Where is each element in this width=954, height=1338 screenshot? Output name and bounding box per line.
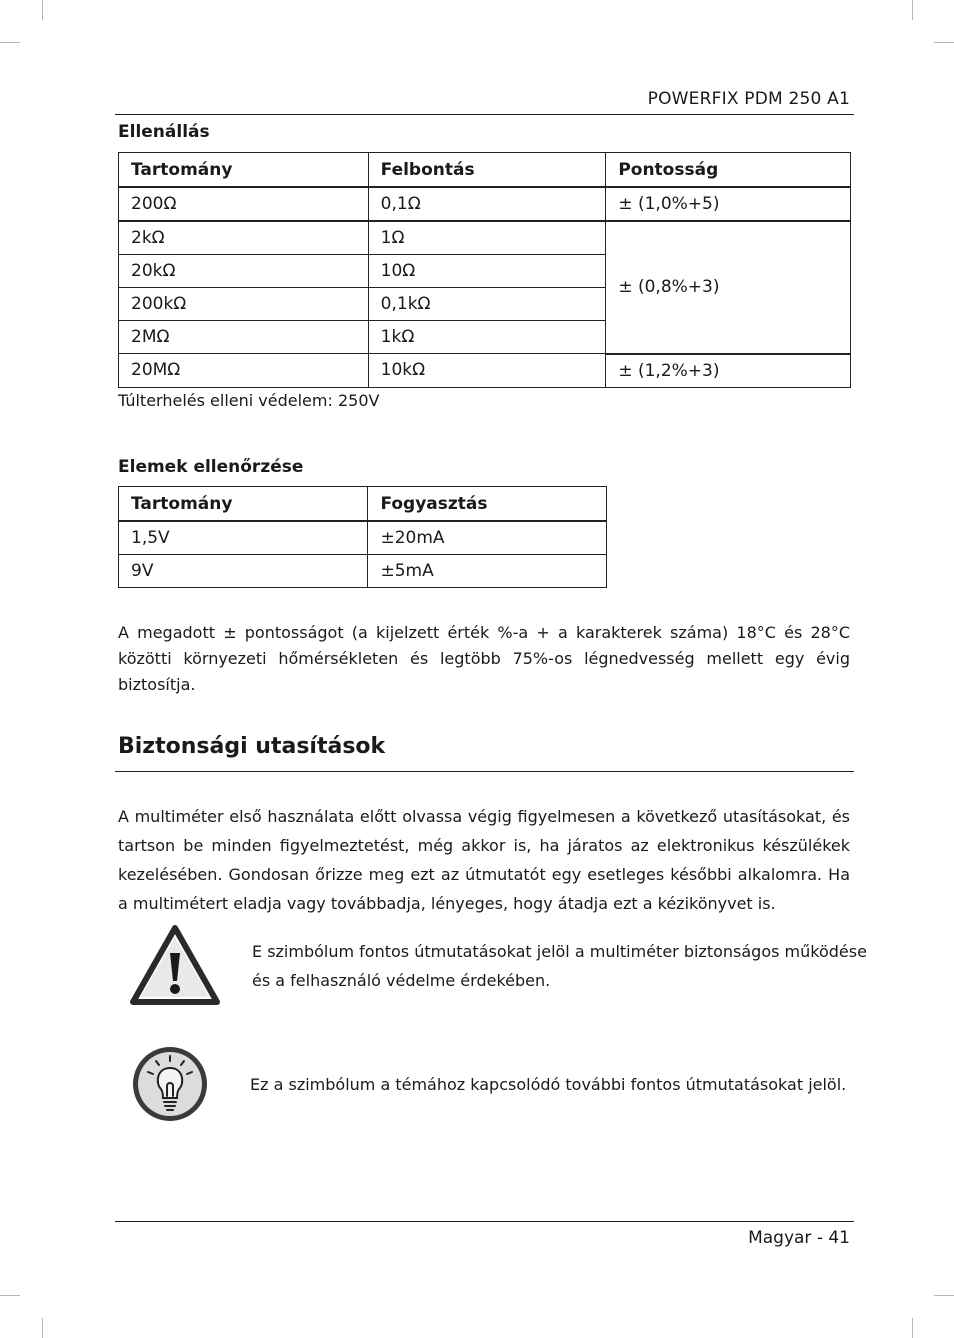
- battery-test-table: [118, 486, 607, 588]
- warning-text-line2: és a felhasználó védelme érdekében.: [252, 971, 551, 990]
- table-cell: ± (0,8%+3): [606, 221, 851, 354]
- safety-heading-rule: [115, 771, 854, 772]
- safety-intro-text: A multiméter első használata előtt olvassa végig figyelmesen a következő utasításokat, és tartson be minden figyelmeztetést, még akkor is, ha járatos az elektronikus készülékek kezelésében. Gondosan őrizze meg ezt az útmutatót egy esetleges későbbi alkalomra. Ha a multimétert eladja vagy továbbadja, lényeges, hogy átadja ezt a kézikönyvet is.: [118, 807, 850, 913]
- table-cell: ±20mA: [368, 521, 607, 555]
- crop-mark: [912, 0, 913, 20]
- crop-mark: [42, 1318, 43, 1338]
- table-cell: 9V: [119, 555, 368, 588]
- header-title: POWERFIX PDM 250 A1: [647, 89, 850, 109]
- table-row: [119, 187, 851, 221]
- table-cell: ± (1,0%+5): [606, 187, 851, 221]
- accuracy-note-text: A megadott ± pontosságot (a kijelzett érték %-a + a karakterek száma) 18°C és 28°C közötti környezeti hőmérsékleten és legtöbb 75%-os légnedvesség mellett egy évig biztosítja.: [118, 623, 850, 694]
- tip-text: Ez a szimbólum a témához kapcsolódó további fontos útmutatásokat jelöl.: [250, 1075, 847, 1094]
- footer-rule: [115, 1221, 854, 1222]
- column-header: Fogyasztás: [368, 487, 607, 522]
- table-cell: 1Ω: [368, 221, 606, 255]
- column-header: Felbontás: [368, 153, 606, 188]
- table-row: [119, 354, 851, 388]
- crop-mark: [934, 1295, 954, 1296]
- table-cell: 20kΩ: [119, 255, 369, 288]
- battery-test-label: Elemek ellenőrzése: [118, 457, 304, 477]
- table-cell: 10Ω: [368, 255, 606, 288]
- table-row: [119, 555, 607, 588]
- column-header: Pontosság: [606, 153, 851, 188]
- crop-mark: [42, 0, 43, 20]
- safety-intro: [118, 802, 850, 918]
- table-row: [119, 221, 851, 255]
- overload-note: Túlterhelés elleni védelem: 250V: [118, 391, 380, 410]
- footer-page-label: Magyar - 41: [748, 1228, 850, 1248]
- accuracy-note: [118, 620, 850, 698]
- table-cell: 1,5V: [119, 521, 368, 555]
- table-cell: 1kΩ: [368, 321, 606, 354]
- table-row: [119, 521, 607, 555]
- crop-mark: [934, 42, 954, 43]
- table-cell: 10kΩ: [368, 354, 606, 388]
- table-cell: 200Ω: [119, 187, 369, 221]
- table-cell: 0,1kΩ: [368, 288, 606, 321]
- table-cell: 2MΩ: [119, 321, 369, 354]
- table-cell: 2kΩ: [119, 221, 369, 255]
- table-cell: ±5mA: [368, 555, 607, 588]
- table-header-row: [119, 153, 851, 188]
- header-rule: [115, 114, 854, 115]
- lightbulb-icon: [130, 1044, 210, 1124]
- crop-mark: [912, 1318, 913, 1338]
- table-cell: 20MΩ: [119, 354, 369, 388]
- safety-heading: Biztonsági utasítások: [118, 734, 386, 759]
- warning-text-line1: E szimbólum fontos útmutatásokat jelöl a multiméter biztonságos működése: [252, 942, 867, 961]
- column-header: Tartomány: [119, 487, 368, 522]
- warning-triangle-icon: [130, 925, 220, 1005]
- table-cell: 200kΩ: [119, 288, 369, 321]
- column-header: Tartomány: [119, 153, 369, 188]
- warning-text: [252, 937, 867, 995]
- resistance-label: Ellenállás: [118, 122, 210, 142]
- crop-mark: [0, 42, 20, 43]
- table-cell: ± (1,2%+3): [606, 354, 851, 388]
- table-cell: 0,1Ω: [368, 187, 606, 221]
- table-header-row: [119, 487, 607, 522]
- crop-mark: [0, 1295, 20, 1296]
- resistance-table: [118, 152, 851, 388]
